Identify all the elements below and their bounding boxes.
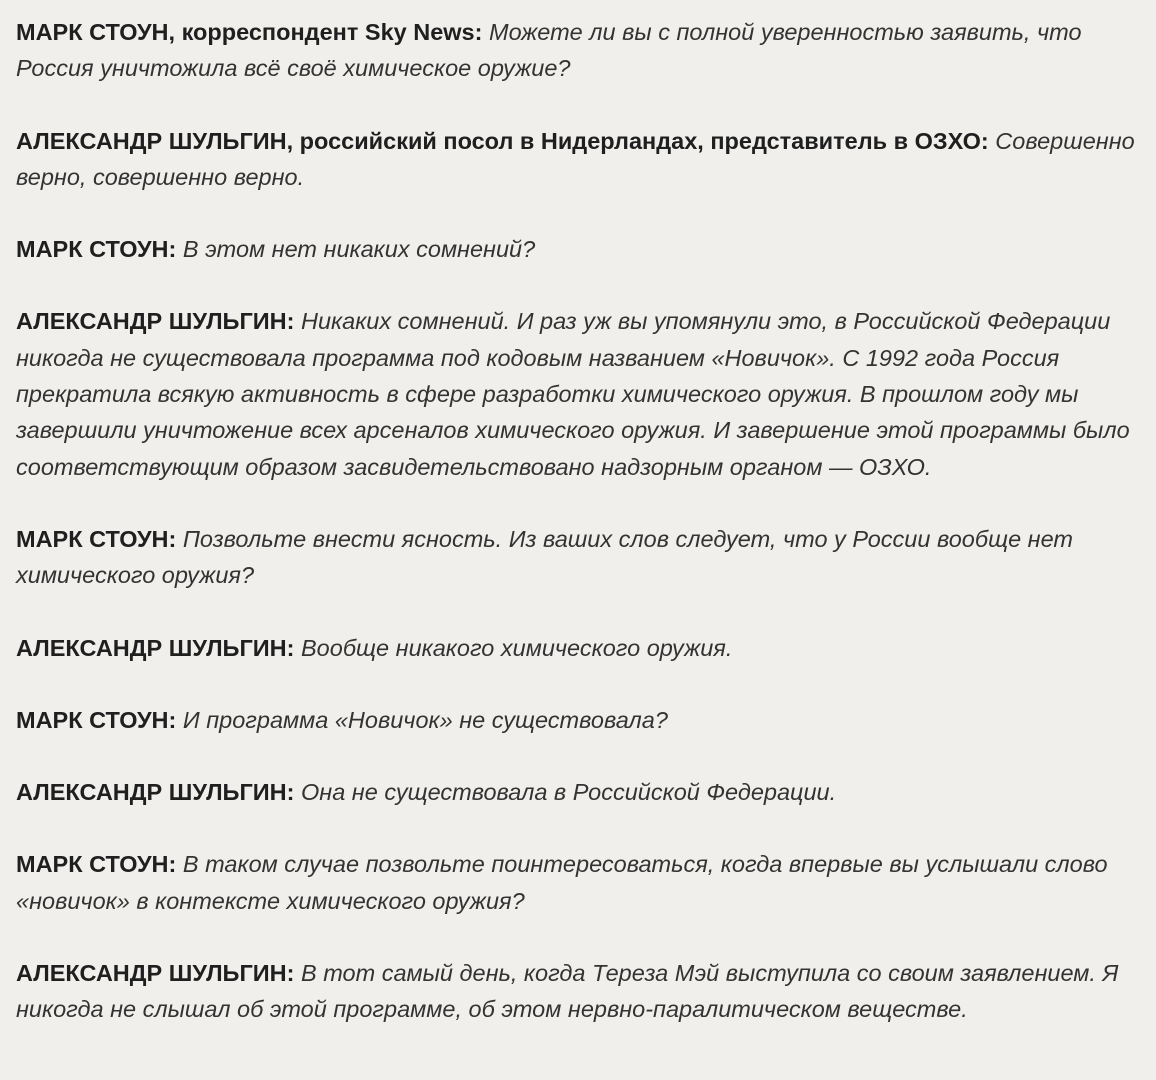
transcript-paragraph [16, 630, 1144, 666]
speech-text: Вообще никакого химического оружия. [301, 634, 733, 661]
speaker-label: АЛЕКСАНДР ШУЛЬГИН: [16, 634, 295, 661]
transcript-paragraph [16, 846, 1144, 919]
speech-text: Она не существовала в Российской Федерации. [301, 779, 837, 806]
speaker-label: МАРК СТОУН: [16, 706, 177, 733]
speech-text: Совершенно верно, совершенно верно. [16, 127, 1135, 190]
speaker-label: АЛЕКСАНДР ШУЛЬГИН: [16, 308, 295, 335]
speaker-label: МАРК СТОУН: [16, 236, 177, 263]
transcript-paragraph [16, 702, 1144, 738]
transcript-paragraph [16, 123, 1144, 196]
transcript-paragraph [16, 774, 1144, 810]
transcript-paragraph [16, 14, 1144, 87]
speaker-label: АЛЕКСАНДР ШУЛЬГИН, российский посол в Нидерландах, представитель в ОЗХО: [16, 127, 989, 154]
speech-text: Можете ли вы с полной уверенностью заявить, что Россия уничтожила всё своё химическое оружие? [16, 19, 1082, 82]
transcript-paragraph [16, 303, 1144, 484]
speech-text: И программа «Новичок» не существовала? [182, 706, 668, 733]
speech-text: Никаких сомнений. И раз уж вы упомянули это, в Российской Федерации никогда не существовала программа под кодовым названием «Новичок». С 1992 года Россия прекратила всякую активность в сфере разработки химического оружия. В прошлом году мы завершили уничтожение всех арсеналов химического оружия. И завершение этой программы было соответствующим образом засвидетельствовано надзорным органом — ОЗХО. [16, 308, 1130, 480]
transcript-paragraph [16, 521, 1144, 594]
interview-transcript [16, 14, 1144, 1064]
speaker-label: МАРК СТОУН, корреспондент Sky News: [16, 19, 483, 45]
speaker-label: АЛЕКСАНДР ШУЛЬГИН: [16, 960, 295, 987]
speaker-label: МАРК СТОУН: [16, 851, 177, 878]
transcript-paragraph [16, 231, 1144, 267]
speech-text: В тот самый день, когда Тереза Мэй выступила со своим заявлением. Я никогда не слышал об этой программе, об этом нервно-паралитическом веществе. [16, 960, 1119, 1023]
speaker-label: МАРК СТОУН: [16, 525, 177, 552]
speech-text: В этом нет никаких сомнений? [182, 236, 536, 263]
speech-text: В таком случае позвольте поинтересоваться, когда впервые вы услышали слово «новичок» в контексте химического оружия? [16, 851, 1108, 914]
speech-text: Позвольте внести ясность. Из ваших слов следует, что у России вообще нет химического оружия? [16, 525, 1073, 589]
transcript-paragraph [16, 955, 1144, 1028]
speaker-label: АЛЕКСАНДР ШУЛЬГИН: [16, 779, 295, 806]
